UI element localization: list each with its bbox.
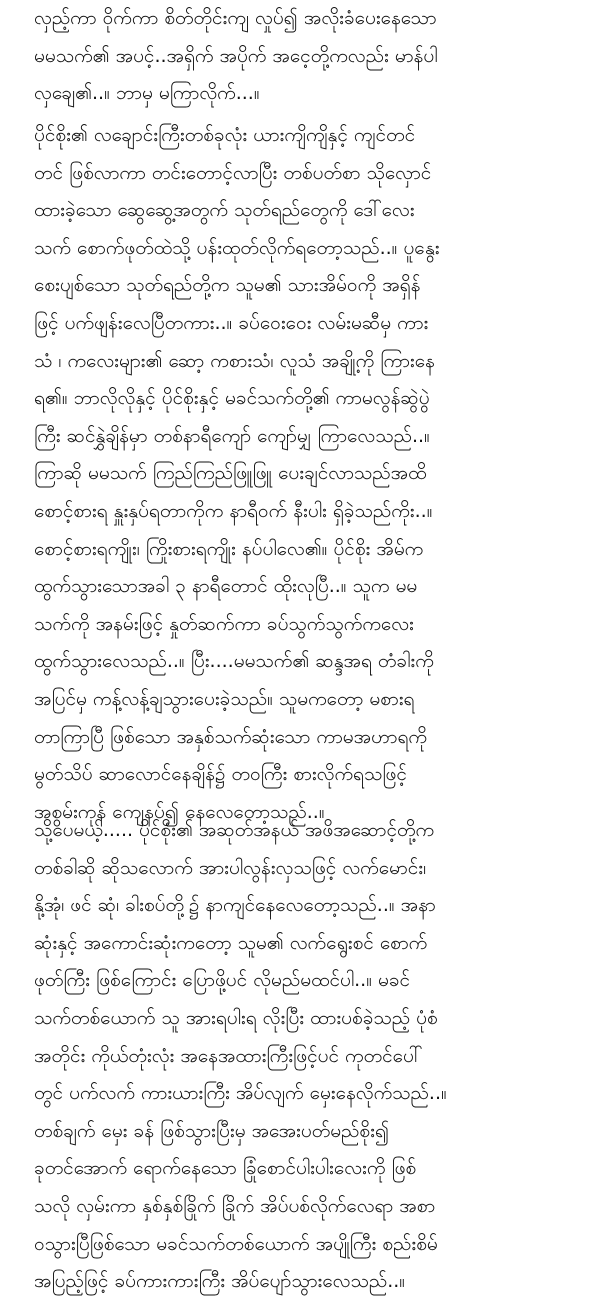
- text-line: စောင့်စားရကျိုး၊ ကြိုးစားရကျိုး နပ်ပါလေ၏။ ပိုင်စိုး အိမ်က: [34, 537, 424, 560]
- text-line: ထွက်သွားသောအခါ ၃ နာရီတောင် ထိုးလုပြီ..။ သူက မမ: [34, 575, 418, 598]
- text-line: အစွမ်းကုန် ကျေနပ်၍ နေလေတော့သည်..။: [34, 800, 325, 823]
- text-line: အပြင်မှ ကန့်လန့်ချသွားပေးခဲ့သည်။ သူမကတော့ မစားရ: [34, 687, 415, 710]
- top-crop-edge: [0, 0, 603, 6]
- text-line: မမသက်၏ အပင့်..အရှိက် အပိုက် အငေ့တို့ကလည်း မာန်ပါ: [34, 44, 438, 67]
- text-line: တွင် ပက်လက် ကားယားကြီး အိပ်လျက် မှေးနေလိုက်သည်..။: [34, 1082, 447, 1105]
- text-line: အပြည့်ဖြင့် ခပ်ကားကားကြီး အိပ်ပျော်သွားလေသည်..။: [34, 1270, 406, 1293]
- text-line: ဖြင့် ပက်ဖျန်းလေပြီတကား..။ ခပ်ဝေးဝေး လမ်းမဆီမှ ကား: [34, 311, 429, 334]
- text-line: ဆုံးနှင့် အကောင်းဆုံးကတော့ သူမ၏ လက်ရွေးစင် စောက်: [34, 931, 428, 954]
- text-line: တာကြာပြီ ဖြစ်သော အနှစ်သက်ဆုံးသော ကာမအဟာရကို: [34, 725, 427, 748]
- paragraph-1: [34, 0, 594, 113]
- text-line: အတိုင်း ကိုယ်တုံးလုံး အနေအထားကြီးဖြင့်ပင် ကုတင်ပေါ်: [34, 1044, 423, 1067]
- text-line: ခုတင်အောက် ရောက်နေသော ခြုံစောင်ပါးပါးလေးကို ဖြစ်: [34, 1157, 417, 1180]
- paragraph-2: [34, 117, 594, 831]
- text-line: ဖုတ်ကြီး ဖြစ်ကြောင်း ပြောဖို့ပင် လိုမည်မထင်ပါ..။ မခင်: [34, 969, 411, 992]
- text-line: တင် ဖြစ်လာကာ တင်းတောင့်လာပြီး တစ်ပတ်စာ သိုလှောင်: [34, 161, 432, 184]
- text-line: စေးပျစ်သော သုတ်ရည်တို့က သူမ၏ သားအိမ်ဝကို အရှိန်: [34, 274, 421, 297]
- text-line: တစ်ခါဆို ဆိုသလောက် အားပါလွန်းလှသဖြင့် လက်မောင်း၊: [34, 856, 427, 879]
- paragraph-3: [34, 812, 594, 1301]
- text-line: လှည့်ကာ ဝိုက်ကာ စိတ်တိုင်းကျ လှုပ်၍ အလိုးခံပေးနေသော: [34, 7, 437, 29]
- text-line: ဝသွားပြီဖြစ်သော မခင်သက်တစ်ယောက် အပျိုကြီး စည်းစိမ်: [34, 1232, 438, 1255]
- text-line: တစ်ချက် မှေး ခန် ဖြစ်သွားပြီးမှ အအေးပတ်မည်စိုး၍: [34, 1119, 390, 1142]
- text-line: ရ၏။ ဘာလိုလိုနှင့် ပိုင်စိုးနှင့် မခင်သက်တို့၏ ကာမလွန်ဆွဲပွဲ: [34, 387, 430, 410]
- text-line: သက် စောက်ဖုတ်ထဲသို့ ပန်းထုတ်လိုက်ရတော့သည်..။ ပူနွေး: [34, 236, 440, 259]
- text-line: လှချေ၏..။ ဘာမှ မကြာလိုက်...။: [34, 82, 260, 105]
- text-line: သံ ၊ ကလေးများ၏ ဆော့ ကစားသံ၊ လူသံ အချို့ကို ကြားနေ: [34, 349, 435, 372]
- text-line: သို့ပေမယ့်..... ပိုင်စိုး၏ အဆုတ်အနယ် အဖိအဆောင့်တို့က: [34, 819, 435, 841]
- text-line: သက်ကို အနမ်းဖြင့် နှုတ်ဆက်ကာ ခပ်သွက်သွက်ကလေး: [34, 612, 414, 635]
- text-line: မွတ်သိပ် ဆာလောင်နေချိန်၌ တဝကြီး စားလိုက်ရသဖြင့်: [34, 763, 407, 786]
- text-line: ထားခဲ့သော ဆွေဆွေ့အတွက် သုတ်ရည်တွေကို ဒေါ်လေး: [34, 199, 415, 222]
- text-line: ထွက်သွားလေသည်..။ ပြီး....မမသက်၏ ဆန္ဒအရ တံခါးကို: [34, 650, 434, 673]
- text-line: သလို လှမ်းကာ နှစ်နှစ်ခြိုက် ခြိုက် အိပ်ပစ်လိုက်လေရာ အစာ: [34, 1194, 436, 1217]
- text-line: ကြာဆို မမသက် ကြည်ကြည်ဖြူဖြူ ပေးချင်လာသည်အထိ: [34, 462, 427, 485]
- text-line: နို့အုံ၊ ဖင် ဆုံ၊ ခါးစပ်တို့၌ နာကျင်နေလေတော့သည်..။ အနာ: [34, 894, 436, 917]
- text-line: သက်တစ်ယောက် သူ အားရပါးရ လိုးပြီး ထားပစ်ခဲ့သည့် ပုံစံ: [34, 1006, 438, 1029]
- text-line: ကြီး ဆင်နွှဲချိန်မှာ တစ်နာရီကျော် ကျော်မျှ ကြာလေသည်..။: [34, 424, 430, 447]
- text-line: စောင့်စားရ နှူးနှပ်ရတာကိုက နာရီဝက် နီးပါး ရှိခဲ့သည်ကိုး..။: [34, 499, 433, 522]
- text-line: ပိုင်စိုး၏ လချောင်းကြီးတစ်ခုလုံး ယားကျိကျိနှင့် ကျင်တင်: [34, 124, 416, 146]
